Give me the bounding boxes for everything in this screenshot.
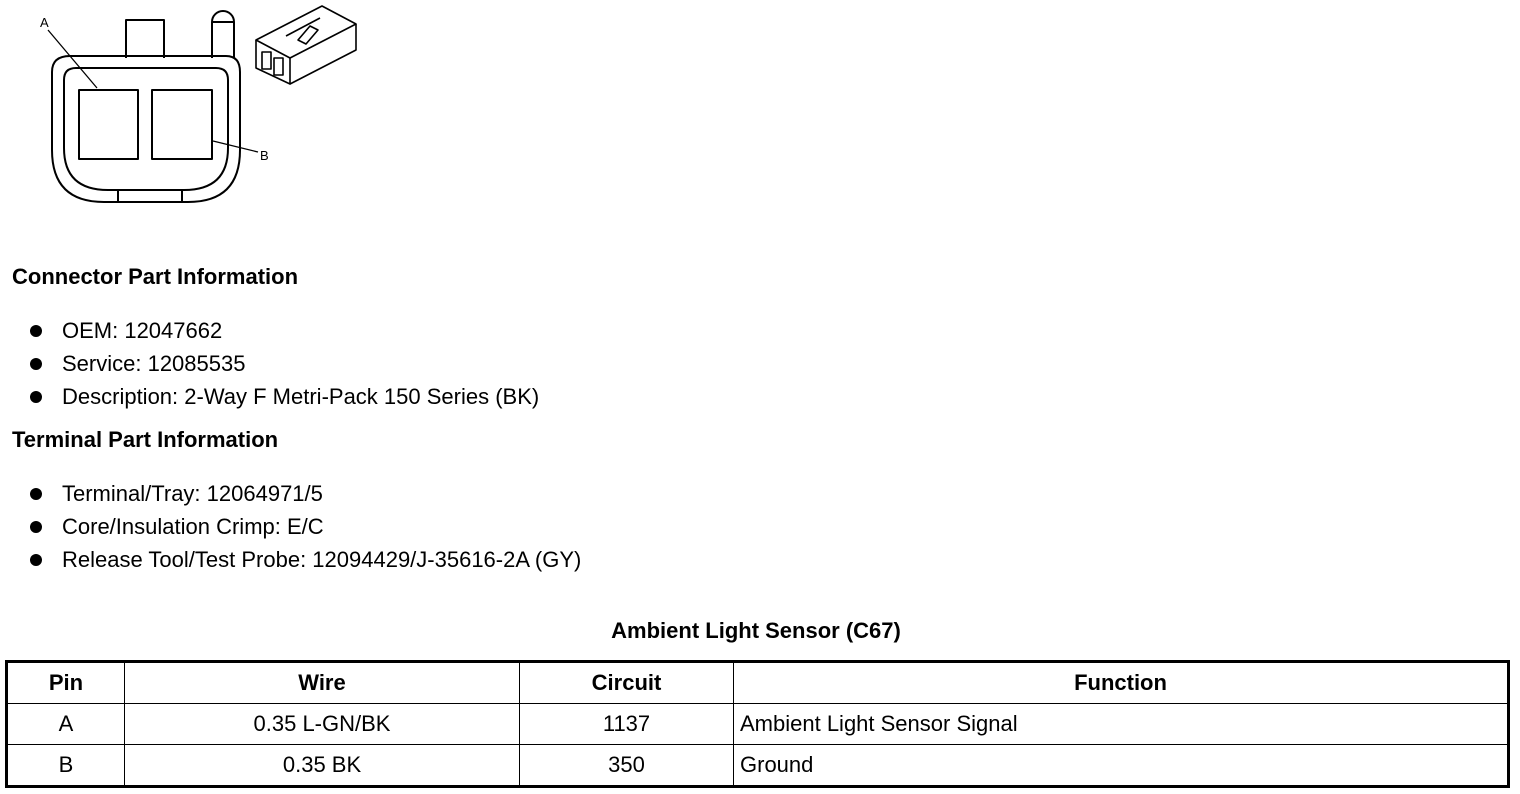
bullet-icon [30, 554, 42, 566]
column-header-circuit: Circuit [520, 662, 734, 704]
table-row [7, 745, 1509, 787]
connector-body-inner [64, 68, 228, 190]
cavity-label-b: B [260, 148, 269, 163]
bullet-icon [30, 391, 42, 403]
table-header-row [7, 662, 1509, 704]
cell-function: Ground [734, 745, 1509, 787]
connector-part-info-list [28, 316, 539, 415]
cell-function: Ambient Light Sensor Signal [734, 704, 1509, 745]
cavity-a [79, 90, 138, 159]
connector-part-info-heading: Connector Part Information [12, 264, 299, 289]
list-item: Service: 12085535 [28, 349, 539, 382]
column-header-wire: Wire [125, 662, 520, 704]
connector-isometric-view [256, 6, 356, 84]
leader-line-a [48, 30, 97, 88]
cell-wire: 0.35 BK [125, 745, 520, 787]
cell-wire: 0.35 L-GN/BK [125, 704, 520, 745]
column-header-pin: Pin [7, 662, 125, 704]
cavity-b [152, 90, 212, 159]
cell-circuit: 1137 [520, 704, 734, 745]
list-item: Release Tool/Test Probe: 12094429/J-35616-2A (GY) [28, 545, 581, 578]
connector-face-diagram [0, 0, 380, 215]
connector-latch [212, 11, 234, 58]
cell-pin: B [7, 745, 125, 787]
bullet-icon [30, 325, 42, 337]
list-item: OEM: 12047662 [28, 316, 539, 349]
table-row [7, 704, 1509, 745]
list-item: Core/Insulation Crimp: E/C [28, 512, 581, 545]
list-item: Terminal/Tray: 12064971/5 [28, 479, 581, 512]
connector-lock-tab [126, 20, 164, 58]
cell-circuit: 350 [520, 745, 734, 787]
column-header-function: Function [734, 662, 1509, 704]
bullet-icon [30, 358, 42, 370]
terminal-part-info-heading: Terminal Part Information [12, 427, 279, 452]
leader-line-b [213, 141, 258, 152]
pinout-table [5, 660, 1510, 788]
cell-pin: A [7, 704, 125, 745]
bullet-icon [30, 488, 42, 500]
bullet-icon [30, 521, 42, 533]
terminal-part-info-list [28, 479, 581, 578]
cavity-label-a: A [40, 15, 49, 30]
list-item: Description: 2-Way F Metri-Pack 150 Series (BK) [28, 382, 539, 415]
pinout-table-title: Ambient Light Sensor (C67) [611, 618, 901, 643]
